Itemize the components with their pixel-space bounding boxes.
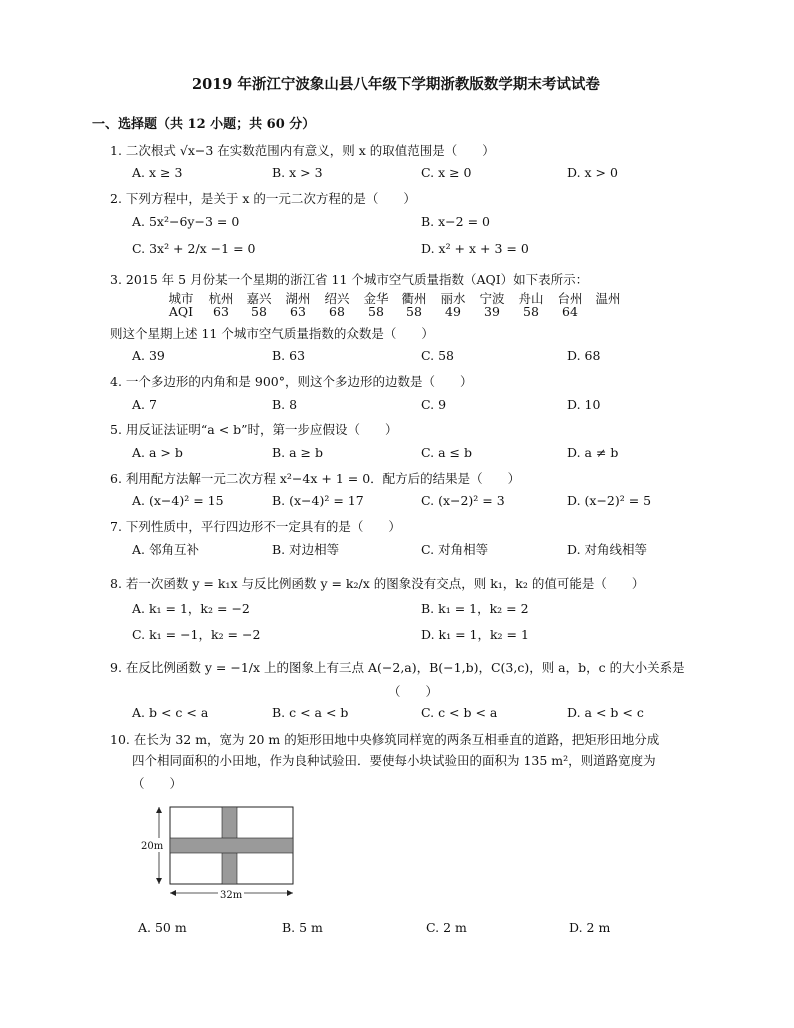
option-d: D. k₁ = 1，k₂ = 1 [421, 627, 529, 642]
option-c: C. 2 m [426, 920, 467, 935]
option-a: A. 50 m [138, 920, 187, 935]
option-d: D. 对角线相等 [567, 542, 648, 557]
aqi-cell: 58 [523, 304, 539, 319]
arrow-up-icon [156, 807, 162, 813]
city-cell: 衢州 [401, 291, 427, 306]
option-c: C. x ≥ 0 [421, 165, 472, 180]
option-b: B. 5 m [282, 920, 323, 935]
answer-paren: （ ） [388, 684, 439, 699]
aqi-cell: 58 [368, 304, 384, 319]
option-b: B. 对边相等 [272, 542, 340, 557]
option-b: B. x > 3 [272, 165, 323, 180]
city-cell: 台州 [557, 291, 583, 306]
arrow-right-icon [287, 890, 293, 896]
city-cell: 湖州 [285, 291, 311, 306]
arrow-left-icon [170, 890, 176, 896]
option-d: D. 2 m [569, 920, 611, 935]
aqi-cell: 49 [445, 304, 461, 319]
table-row-label-aqi: AQI [168, 304, 194, 319]
arrow-down-icon [156, 878, 162, 884]
page-title: 2019 年浙江宁波象山县八年级下学期浙教版数学期末考试试卷 [192, 76, 600, 93]
option-c: C. a ≤ b [421, 445, 472, 460]
question-stem: 6. 利用配方法解一元二次方程 x²−4x + 1 = 0．配方后的结果是（ ） [110, 471, 521, 486]
option-a: A. 39 [132, 348, 165, 363]
option-d: D. x > 0 [567, 165, 618, 180]
option-c: C. (x−2)² = 3 [421, 493, 505, 508]
question-stem-line-3: （ ） [132, 776, 183, 791]
option-a: A. 邻角互补 [132, 542, 199, 557]
question-stem: 8. 若一次函数 y = k₁x 与反比例函数 y = k₂/x 的图象没有交点，则 k₁，k₂ 的值可能是（ ） [110, 576, 645, 591]
question-stem: 1. 二次根式 √x−3 在实数范围内有意义，则 x 的取值范围是（ ） [110, 143, 495, 158]
option-b: B. x−2 = 0 [421, 214, 490, 229]
option-b: B. 8 [272, 397, 298, 412]
question-stem: 2. 下列方程中，是关于 x 的一元二次方程的是（ ） [110, 191, 416, 206]
city-cell: 宁波 [479, 291, 505, 306]
option-c: C. k₁ = −1，k₂ = −2 [132, 627, 261, 642]
aqi-cell: 63 [213, 304, 229, 319]
section-heading: 一、选择题（共 12 小题；共 60 分） [92, 117, 316, 132]
city-cell: 杭州 [208, 291, 234, 306]
option-d: D. 10 [567, 397, 601, 412]
option-a: A. 7 [132, 397, 157, 412]
option-b: B. c < a < b [272, 705, 349, 720]
city-cell: 嘉兴 [246, 291, 272, 306]
option-a: A. x ≥ 3 [132, 165, 183, 180]
aqi-cell: 63 [290, 304, 306, 319]
option-c: C. 对角相等 [421, 542, 489, 557]
question-followup: 则这个星期上述 11 个城市空气质量指数的众数是（ ） [110, 326, 434, 341]
question-stem: 9. 在反比例函数 y = −1/x 上的图象上有三点 A(−2,a)，B(−1,b)，C(3,c)，则 a，b，c 的大小关系是 [110, 660, 685, 675]
aqi-cell: 68 [329, 304, 345, 319]
question-stem: 4. 一个多边形的内角和是 900°，则这个多边形的边数是（ ） [110, 374, 473, 389]
city-cell: 温州 [595, 291, 621, 306]
question-stem-line-2: 四个相同面积的小田地，作为良种试验田．要使每小块试验田的面积为 135 m²，则道路宽度为 [132, 753, 656, 768]
question-stem: 3. 2015 年 5 月份某一个星期的浙江省 11 个城市空气质量指数（AQI）如下表所示： [110, 272, 589, 287]
city-cell: 丽水 [440, 291, 466, 306]
option-d: D. x² + x + 3 = 0 [421, 241, 529, 256]
option-d: D. a < b < c [567, 705, 644, 720]
option-d: D. 68 [567, 348, 601, 363]
question-stem: 7. 下列性质中，平行四边形不一定具有的是（ ） [110, 519, 401, 534]
option-c: C. 3x² + 2/x −1 = 0 [132, 241, 256, 256]
table-header-city: 城市 [168, 291, 194, 306]
option-b: B. (x−4)² = 17 [272, 493, 364, 508]
option-d: D. (x−2)² = 5 [567, 493, 652, 508]
city-cell: 绍兴 [324, 291, 350, 306]
width-label: 32m [220, 890, 243, 901]
option-a: A. b < c < a [132, 705, 209, 720]
question-stem-line-1: 10. 在长为 32 m，宽为 20 m 的矩形田地中央修筑同样宽的两条互相垂直的道路，把矩形田地分成 [110, 732, 660, 747]
option-a: A. k₁ = 1，k₂ = −2 [132, 601, 250, 616]
city-cell: 金华 [363, 291, 389, 306]
question-stem: 5. 用反证法证明“a < b”时，第一步应假设（ ） [110, 422, 398, 437]
option-c: C. 9 [421, 397, 447, 412]
option-b: B. k₁ = 1，k₂ = 2 [421, 601, 529, 616]
city-cell: 舟山 [518, 291, 544, 306]
aqi-cell: 58 [251, 304, 267, 319]
height-label: 20m [141, 841, 164, 852]
option-a: A. a > b [132, 445, 183, 460]
option-d: D. a ≠ b [567, 445, 619, 460]
option-a: A. 5x²−6y−3 = 0 [132, 214, 240, 229]
aqi-cell: 39 [484, 304, 500, 319]
option-b: B. 63 [272, 348, 306, 363]
option-c: C. 58 [421, 348, 454, 363]
option-c: C. c < b < a [421, 705, 498, 720]
option-b: B. a ≥ b [272, 445, 324, 460]
aqi-cell: 58 [406, 304, 422, 319]
option-a: A. (x−4)² = 15 [132, 493, 224, 508]
field-diagram [135, 800, 335, 910]
aqi-cell: 64 [562, 304, 578, 319]
